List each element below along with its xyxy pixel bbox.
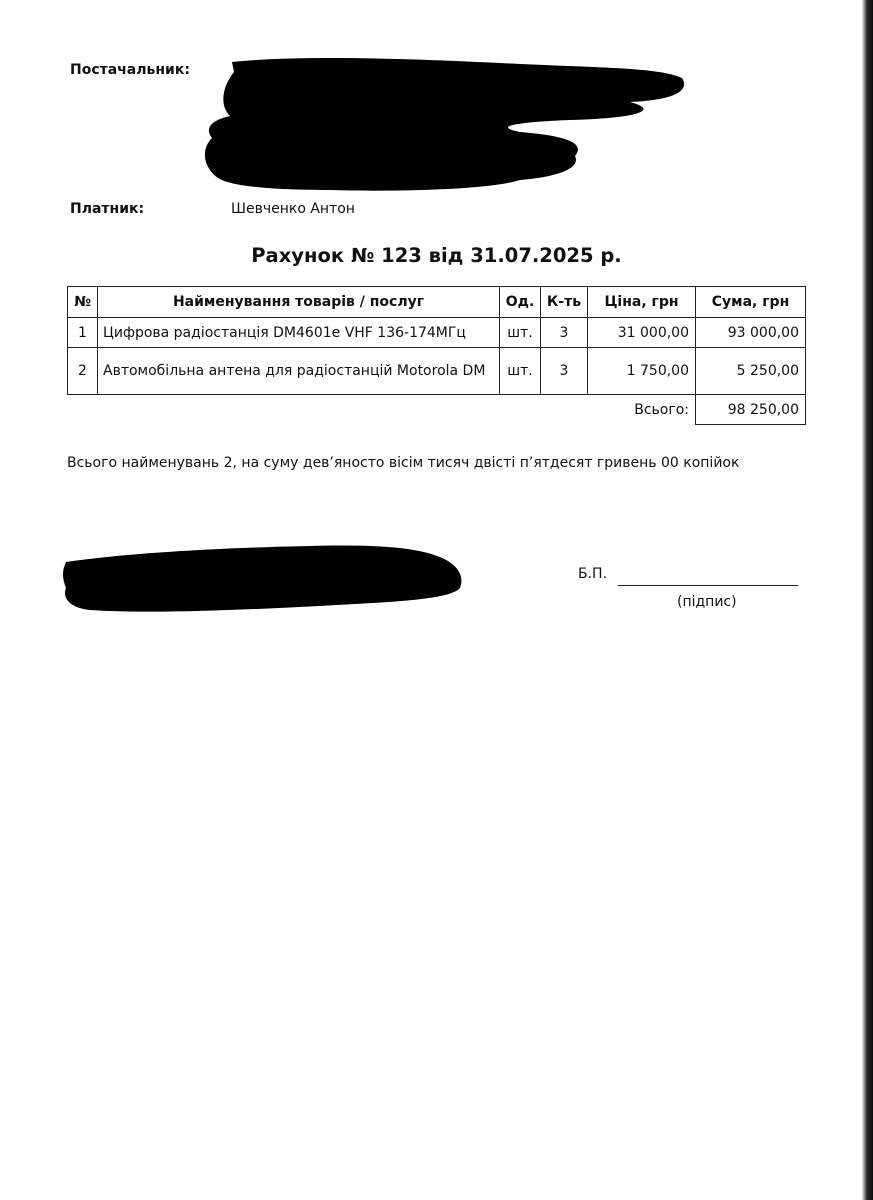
signature-caption: (підпис) bbox=[677, 594, 737, 610]
total-row bbox=[68, 395, 806, 425]
row-price: 1 750,00 bbox=[588, 348, 696, 395]
header-qty: К-ть bbox=[541, 287, 588, 318]
row-sum: 93 000,00 bbox=[696, 318, 806, 348]
row-unit: шт. bbox=[500, 318, 541, 348]
supplier-label: Постачальник: bbox=[70, 62, 190, 78]
row-name: Цифрова радіостанція DM4601e VHF 136-174МГц bbox=[98, 318, 500, 348]
header-unit: Од. bbox=[500, 287, 541, 318]
header-sum: Сума, грн bbox=[696, 287, 806, 318]
table-row bbox=[68, 318, 806, 348]
row-qty: 3 bbox=[541, 318, 588, 348]
table-row bbox=[68, 348, 806, 395]
row-num: 2 bbox=[68, 348, 98, 395]
row-num: 1 bbox=[68, 318, 98, 348]
signature-line bbox=[618, 585, 798, 586]
page-edge-shadow bbox=[862, 0, 873, 1200]
total-value: 98 250,00 bbox=[696, 395, 806, 425]
row-unit: шт. bbox=[500, 348, 541, 395]
amount-in-words: Всього найменувань 2, на суму дев’яносто вісім тисяч двісті п’ятдесят гривень 00 копійок bbox=[67, 455, 740, 471]
header-num: № bbox=[68, 287, 98, 318]
signer-redaction bbox=[60, 540, 470, 616]
header-price: Ціна, грн bbox=[588, 287, 696, 318]
invoice-title: Рахунок № 123 від 31.07.2025 р. bbox=[251, 244, 622, 267]
total-label: Всього: bbox=[634, 401, 689, 418]
row-name: Автомобільна антена для радіостанцій Motorola DM bbox=[98, 348, 500, 395]
payer-label: Платник: bbox=[70, 201, 145, 217]
row-sum: 5 250,00 bbox=[696, 348, 806, 395]
table-header-row bbox=[68, 287, 806, 318]
items-table bbox=[67, 286, 806, 425]
header-name: Найменування товарів / послуг bbox=[98, 287, 500, 318]
payer-name: Шевченко Антон bbox=[231, 201, 355, 217]
row-price: 31 000,00 bbox=[588, 318, 696, 348]
row-qty: 3 bbox=[541, 348, 588, 395]
supplier-redaction bbox=[190, 40, 700, 200]
stamp-label: Б.П. bbox=[578, 566, 608, 582]
